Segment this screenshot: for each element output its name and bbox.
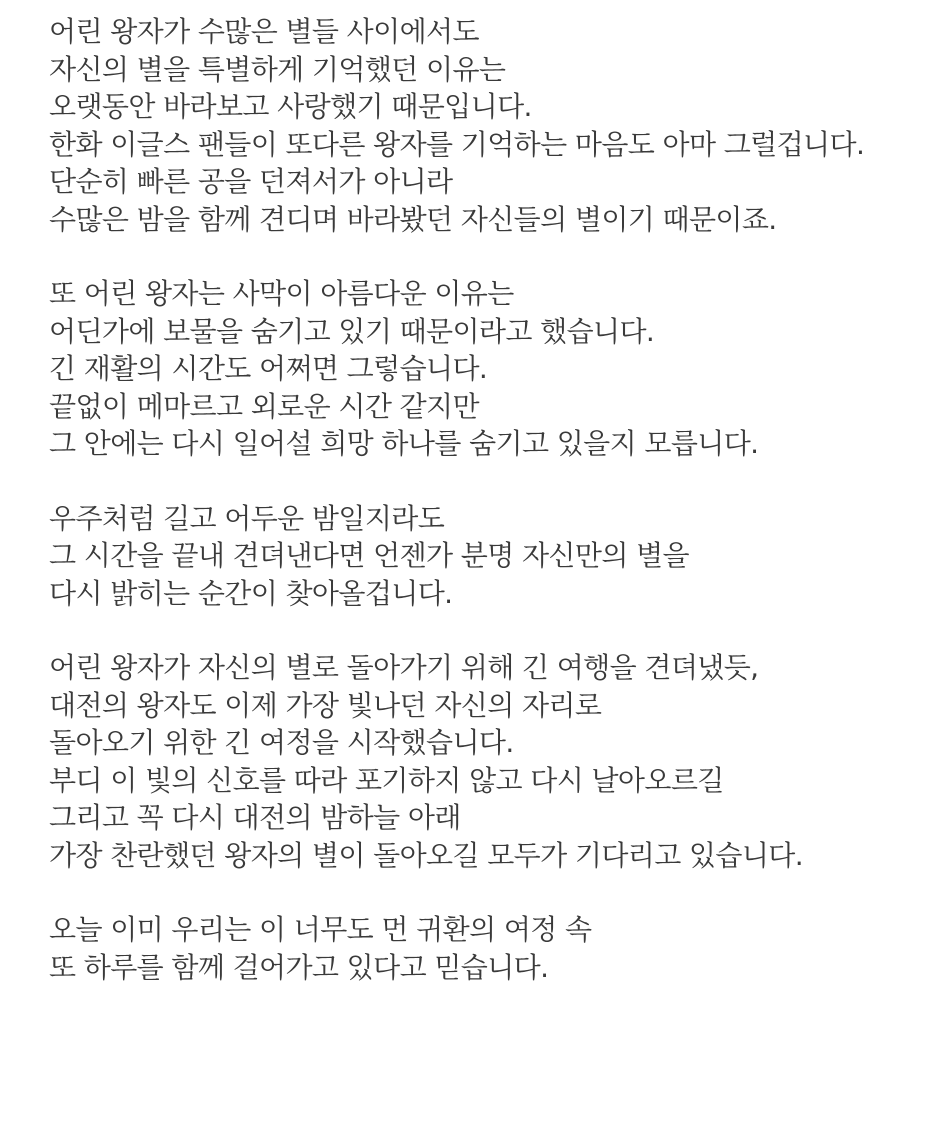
text-line: 그 시간을 끝내 견뎌낸다면 언젠가 분명 자신만의 별을: [49, 539, 689, 572]
text-line: 우주처럼 길고 어두운 밤일지라도: [49, 501, 445, 535]
text-line: 또 어린 왕자는 사막이 아름다운 이유는: [49, 277, 514, 310]
text-line: 자신의 별을 특별하게 기억했던 이유는: [49, 52, 506, 86]
text-line: 그리고 꼭 다시 대전의 밤하늘 아래: [49, 801, 461, 834]
text-line: 오랫동안 바라보고 사랑했기 때문입니다.: [49, 90, 532, 123]
text-line: 수많은 밤을 함께 견디며 바라봤던 자신들의 별이기 때문이죠.: [49, 202, 777, 236]
text-line: 부디 이 빛의 신호를 따라 포기하지 않고 다시 날아오르길: [49, 763, 724, 797]
text-line: 어딘가에 보물을 숨기고 있기 때문이라고 했습니다.: [49, 314, 655, 348]
text-line: 가장 찬란했던 왕자의 별이 돌아오길 모두가 기다리고 있습니다.: [49, 838, 804, 872]
text-line: 긴 재활의 시간도 어쩌면 그렇습니다.: [49, 352, 488, 385]
paragraph-4: [49, 649, 939, 874]
paragraph-5: [49, 911, 939, 986]
article-body: [49, 13, 939, 986]
text-line: 대전의 왕자도 이제 가장 빛나던 자신의 자리로: [49, 688, 602, 722]
text-line: 오늘 이미 우리는 이 너무도 먼 귀환의 여정 속: [49, 913, 592, 946]
text-line: 단순히 빠른 공을 던져서가 아니라: [49, 165, 453, 198]
text-line: 한화 이글스 팬들이 또다른 왕자를 기억하는 마음도 아마 그럴겁니다.: [49, 127, 865, 161]
text-line: 끝없이 메마르고 외로운 시간 같지만: [49, 389, 479, 423]
paragraph-1: [49, 13, 939, 238]
text-line: 어린 왕자가 수많은 별들 사이에서도: [49, 15, 479, 48]
paragraph-3: [49, 500, 939, 613]
text-line: 다시 밝히는 순간이 찾아올겁니다.: [49, 576, 453, 610]
text-line: 그 안에는 다시 일어설 희망 하나를 숨기고 있을지 모릅니다.: [49, 427, 759, 460]
text-line: 어린 왕자가 자신의 별로 돌아가기 위해 긴 여행을 견뎌냈듯,: [49, 651, 759, 684]
text-line: 또 하루를 함께 걸어가고 있다고 믿습니다.: [49, 950, 549, 984]
paragraph-2: [49, 275, 939, 463]
text-line: 돌아오기 위한 긴 여정을 시작했습니다.: [49, 726, 514, 759]
